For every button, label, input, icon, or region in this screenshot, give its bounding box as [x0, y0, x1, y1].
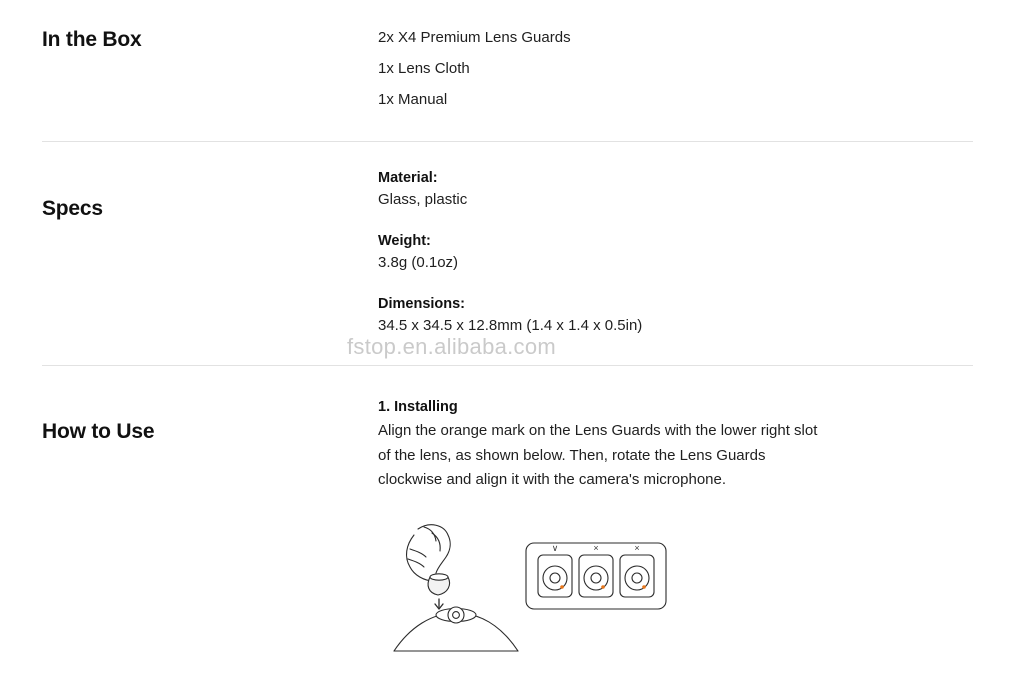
lens-slot-label: ×: [634, 542, 640, 553]
step-text: Align the orange mark on the Lens Guards with the lower right slot of the lens, as shown below. Then, rotate the Lens Guards clockwise and align it with the camera's microphone.: [378, 422, 818, 488]
spec-group-weight: [378, 231, 975, 274]
lens-slot-label: ×: [593, 542, 599, 553]
list-item: 1x Manual: [378, 91, 448, 108]
section-title-specs: Specs: [42, 197, 103, 220]
installing-lens-guard-diagram: [386, 523, 806, 663]
list-item: 2x X4 Premium Lens Guards: [378, 29, 571, 46]
section-specs: [0, 142, 1015, 337]
spec-label: Material:: [378, 170, 438, 186]
step-title: 1. Installing: [378, 399, 458, 415]
in-the-box-list: [378, 22, 975, 115]
section-how-to-use: [0, 366, 1015, 663]
spec-group-dimensions: [378, 294, 975, 337]
section-title-in-the-box: In the Box: [42, 28, 142, 51]
spec-group-material: [378, 168, 975, 211]
lens-slot-label: ∨: [551, 542, 559, 553]
how-to-use-body: [378, 396, 975, 663]
spec-value: 3.8g (0.1oz): [378, 254, 459, 271]
watermark: fstop.en.alibaba.com: [347, 334, 557, 359]
spec-value: Glass, plastic: [378, 191, 468, 208]
section-in-the-box: [0, 0, 1015, 115]
spec-label: Dimensions:: [378, 296, 466, 312]
section-title-how-to-use: How to Use: [42, 420, 155, 443]
spec-value: 34.5 x 34.5 x 12.8mm (1.4 x 1.4 x 0.5in): [378, 317, 643, 334]
spec-label: Weight:: [378, 233, 431, 249]
specs-list: [378, 168, 975, 337]
list-item: 1x Lens Cloth: [378, 60, 470, 77]
